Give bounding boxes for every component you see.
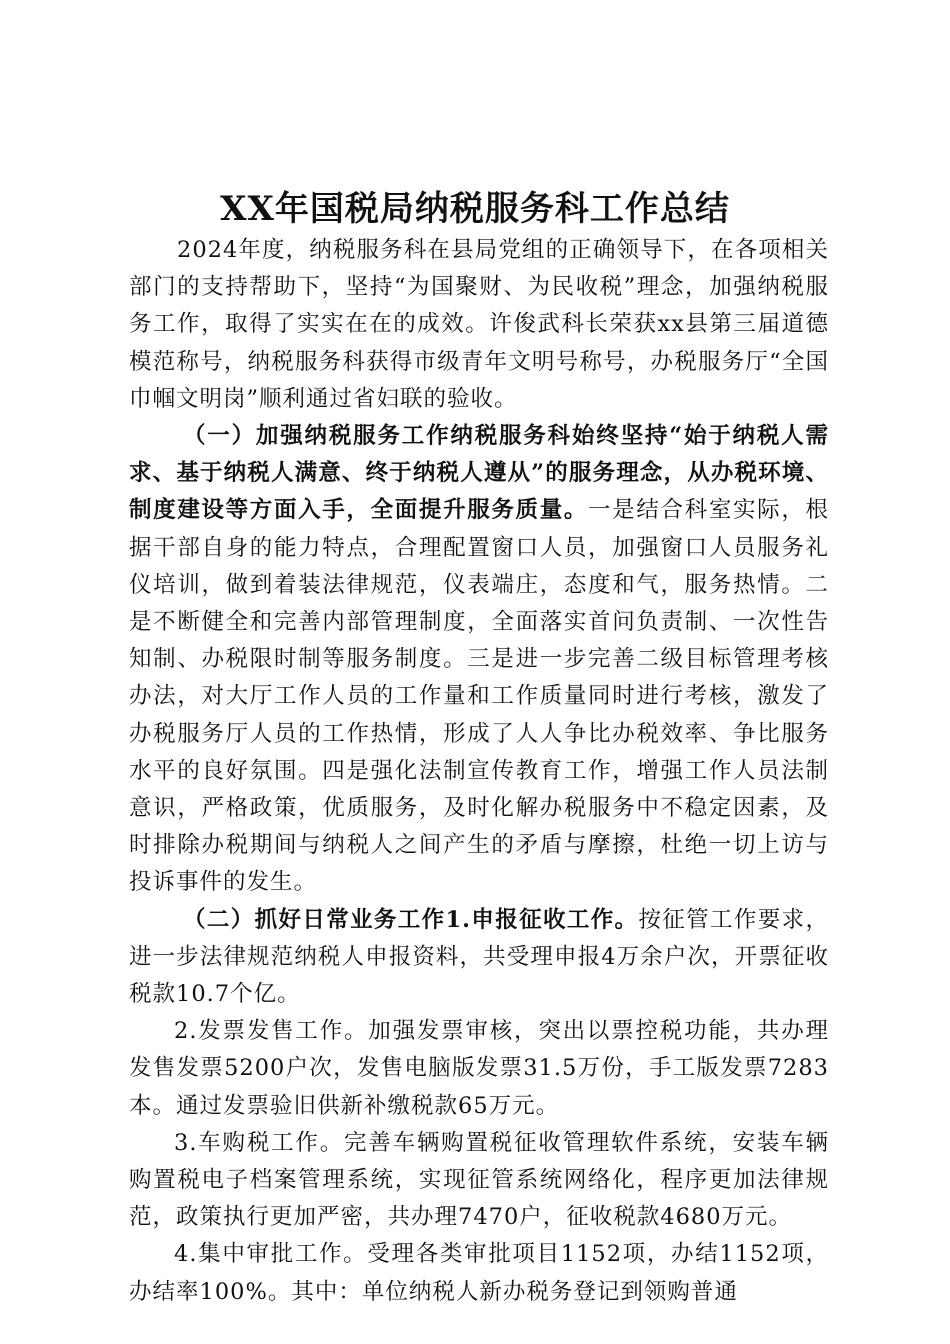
section-2-text: 按征管工作要求，进一步法律规范纳税人申报资料，共受理申报4万余户次，开票征收税款10.7个亿。	[129, 906, 829, 1008]
paragraph-section-2	[129, 902, 829, 1014]
paragraph-item-4: 4.集中审批工作。受理各类审批项目1152项，办结1152项，办结率100%。其中：单位纳税人新办税务登记到领购普通	[129, 1241, 829, 1305]
paragraph-item-2: 2.发票发售工作。加强发票审核，突出以票控税功能，共办理发售发票5200户次，发售电脑版发票31.5万份，手工版发票7283本。通过发票验旧供新补缴税款65万元。	[129, 1018, 829, 1119]
document-title: XX年国税局纳税服务科工作总结	[220, 189, 730, 229]
section-1-heading: （一）加强纳税服务工作纳税服务科始终坚持“始于纳税人需求、基于纳税人满意、终于纳税人遵从”的服务理念，从办税环境、制度建设等方面入手，全面提升服务质量。	[129, 423, 829, 524]
section-2-heading: （二）抓好日常业务工作1.申报征收工作。	[183, 906, 639, 933]
paragraph-item-3: 3.车购税工作。完善车辆购置税征收管理软件系统，安装车辆购置税电子档案管理系统，实现征管系统网络化，程序更加法律规范，政策执行更加严密，共办理7470户，征收税款4680万元。	[129, 1129, 829, 1231]
paragraph-intro: 2024年度，纳税服务科在县局党组的正确领导下，在各项相关部门的支持帮助下，坚持“为国聚财、为民收税”理念，加强纳税服务工作，取得了实实在在的成效。许俊武科长荣获xx县第三届道德模范称号，纳税服务科获得市级青年文明号称号，办税服务厅“全国巾帼文明岗”顺利通过省妇联的验收。	[129, 237, 829, 412]
paragraph-section-1	[129, 418, 829, 902]
section-1-text: 一是结合科室实际，根据干部自身的能力特点，合理配置窗口人员，加强窗口人员服务礼仪培训，做到着装法律规范，仪表端庄，态度和气，服务热情。二是不断健全和完善内部管理制度，全面落实首问负责制、一次性告知制、办税限时制等服务制度。三是进一步完善二级目标管理考核办法，对大厅工作人员的工作量和工作质量同时进行考核，激发了办税服务厅人员的工作热情，形成了人人争比办税效率、争比服务水平的良好氛围。四是强化法制宣传教育工作，增强工作人员法制意识，严格政策，优质服务，及时化解办税服务中不稳定因素，及时排除办税期间与纳税人之间产生的矛盾与摩擦，杜绝一切上访与投诉事件的发生。	[129, 497, 829, 896]
document-body	[129, 232, 829, 1311]
